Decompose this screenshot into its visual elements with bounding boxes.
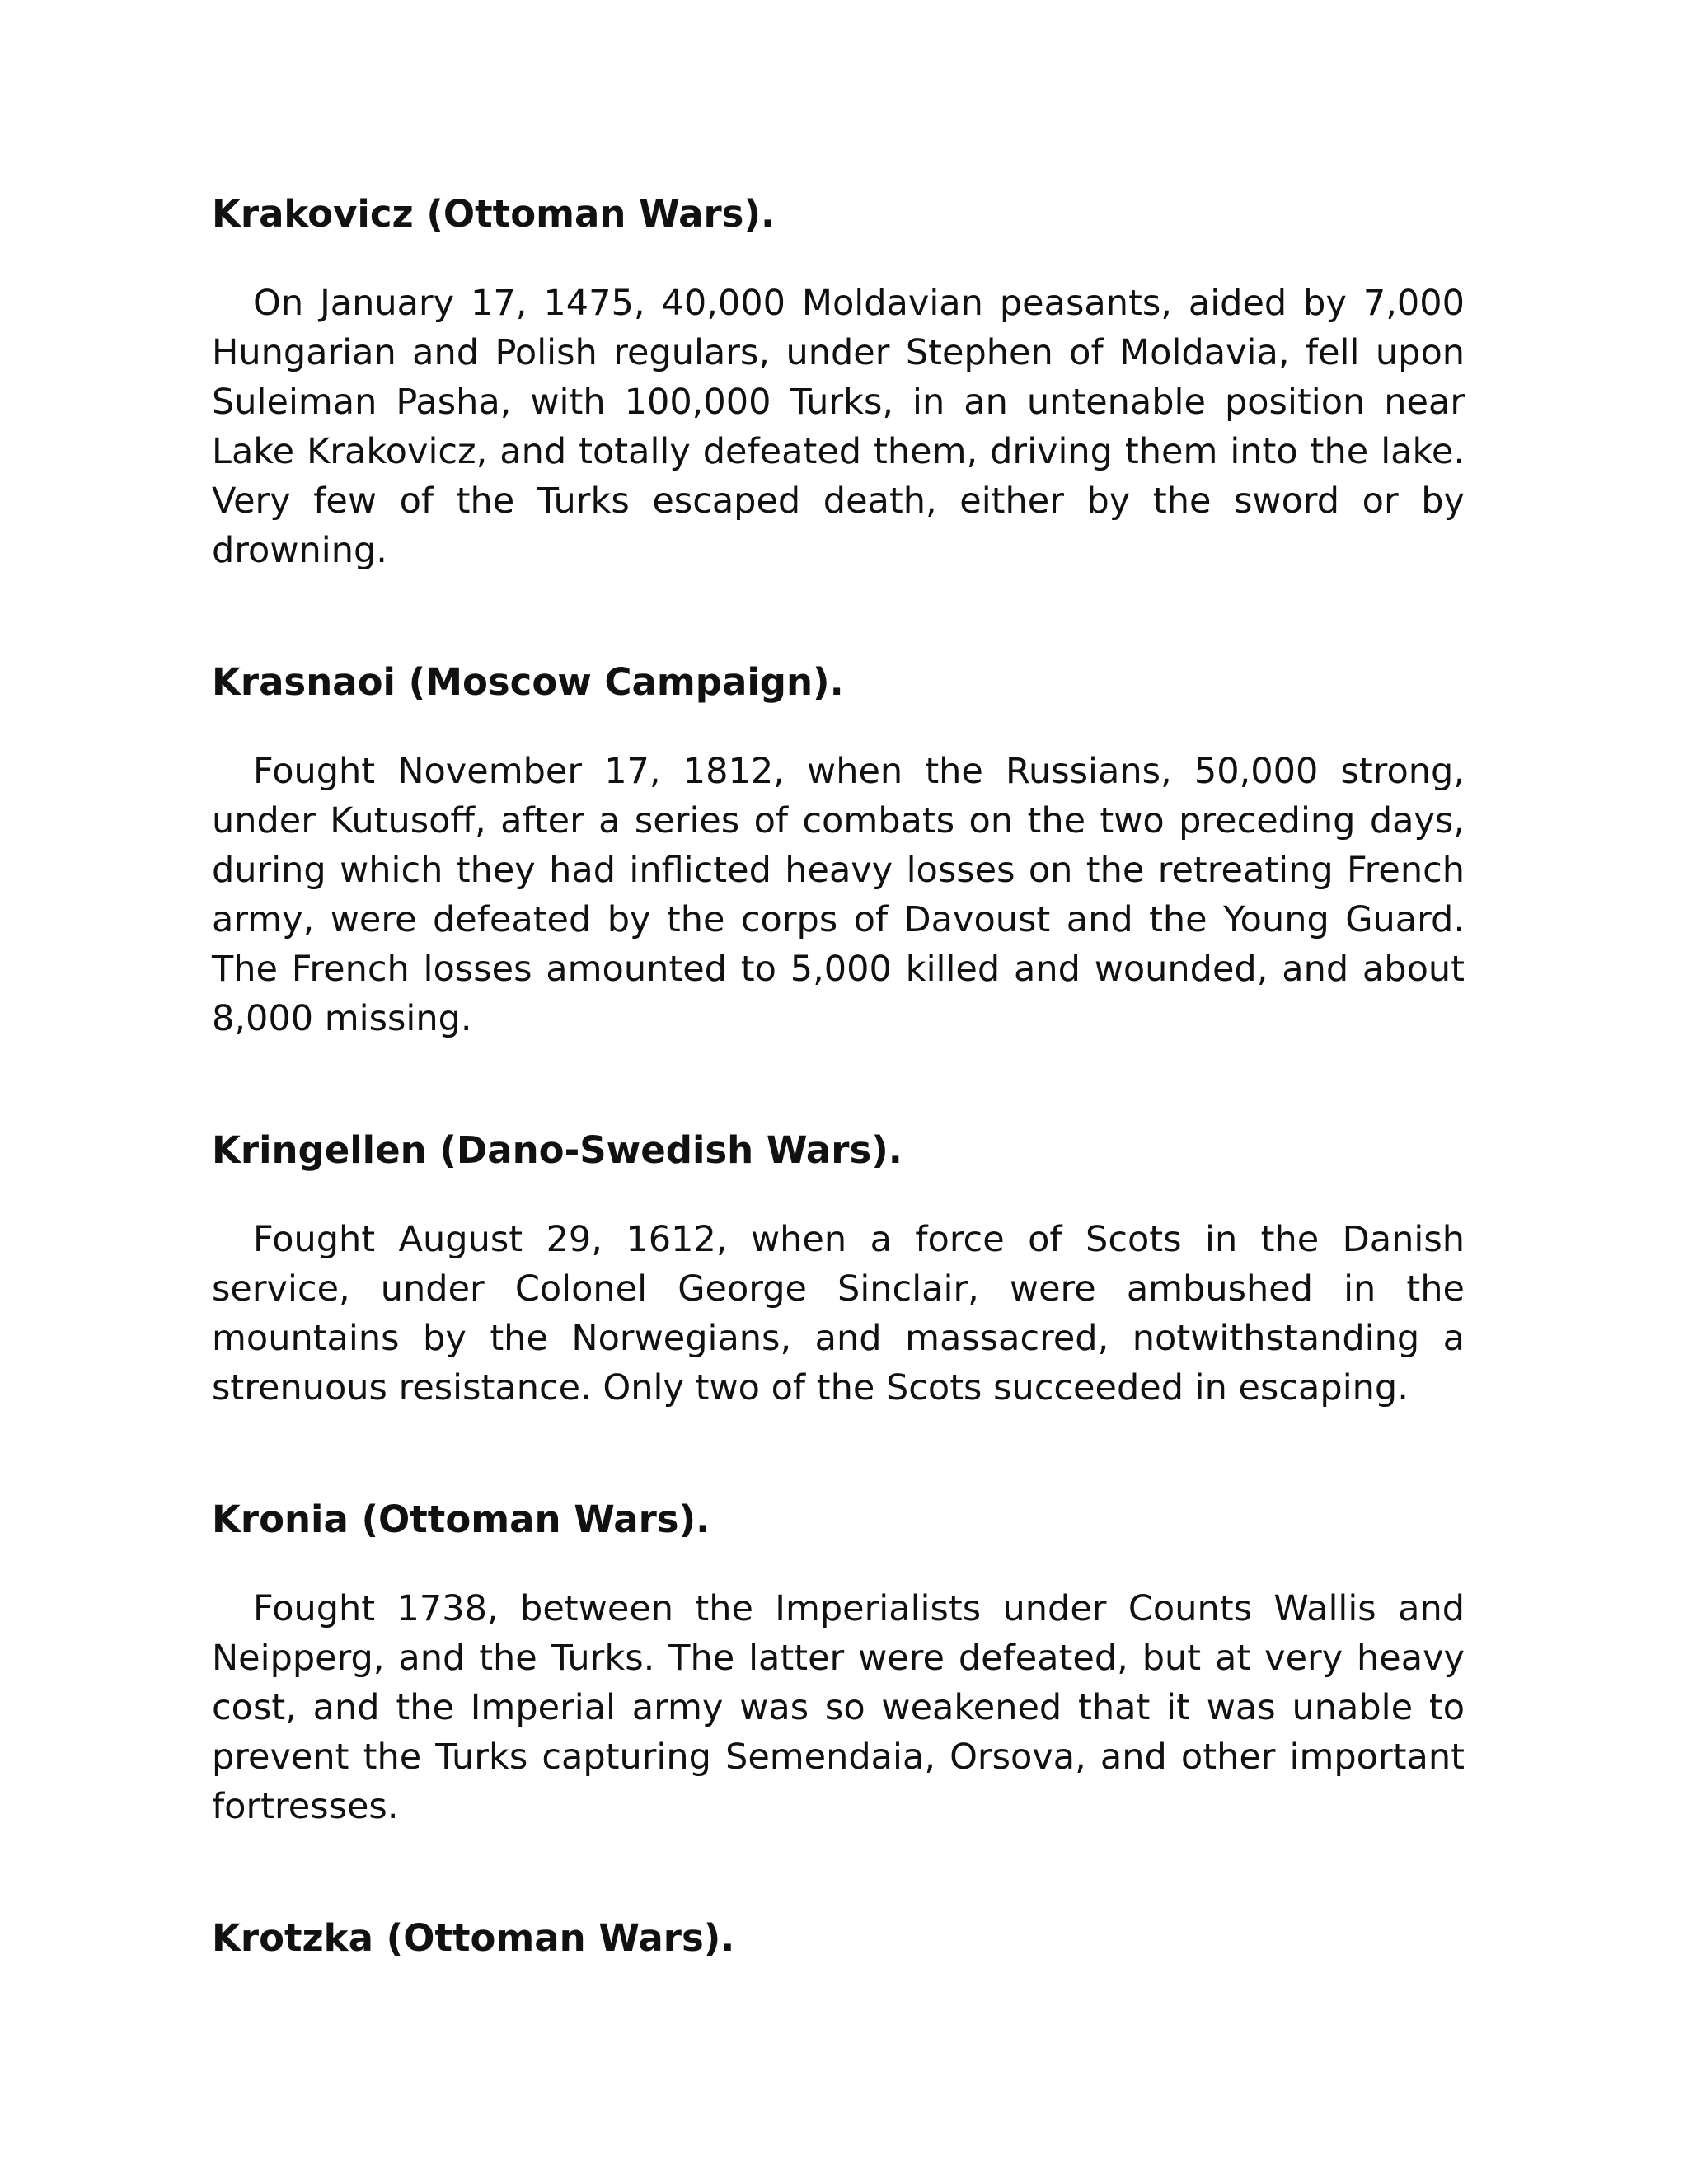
- entry-title: Krasnaoi (Moscow Campaign).: [212, 660, 844, 704]
- entry-body: Fought 1738, between the Imperialists under Counts Wallis and Neipperg, and the Turks. The latter were defeated, but at very heavy cost, and the Imperial army was so weakened that it was unable to prevent the Turks capturing Semendaia, Orsova, and other important fortresses.: [212, 1588, 1465, 1827]
- entry-title: Kronia (Ottoman Wars).: [212, 1497, 710, 1541]
- entry-title: Krakovicz (Ottoman Wars).: [212, 192, 776, 236]
- entry-krotzka: [212, 1914, 1465, 1963]
- entry-body: On January 17, 1475, 40,000 Moldavian peasants, aided by 7,000 Hungarian and Polish regulars, under Stephen of Moldavia, fell upon Suleiman Pasha, with 100,000 Turks, in an untenable position near Lake Krakovicz, and totally defeated them, driving them into the lake. Very few of the Turks escaped death, either by the sword or by drowning.: [212, 283, 1465, 571]
- entry-kronia: [212, 1495, 1465, 1831]
- entry-kringellen: [212, 1126, 1465, 1413]
- entry-title: Kringellen (Dano-Swedish Wars).: [212, 1128, 903, 1172]
- entry-krasnaoi: [212, 658, 1465, 1043]
- entry-title: Krotzka (Ottoman Wars).: [212, 1916, 735, 1960]
- document-page: [212, 190, 1465, 1963]
- entry-body: Fought August 29, 1612, when a force of Scots in the Danish service, under Colonel George Sinclair, were ambushed in the mountains by the Norwegians, and massacred, notwithstanding a strenuous resistance. Only two of the Scots succeeded in escaping.: [212, 1219, 1465, 1408]
- entry-body: Fought November 17, 1812, when the Russians, 50,000 strong, under Kutusoff, after a series of combats on the two preceding days, during which they had inflicted heavy losses on the retreating French army, were defeated by the corps of Davoust and the Young Guard. The French losses amounted to 5,000 killed and wounded, and about 8,000 missing.: [212, 751, 1465, 1039]
- entry-krakovicz: [212, 190, 1465, 575]
